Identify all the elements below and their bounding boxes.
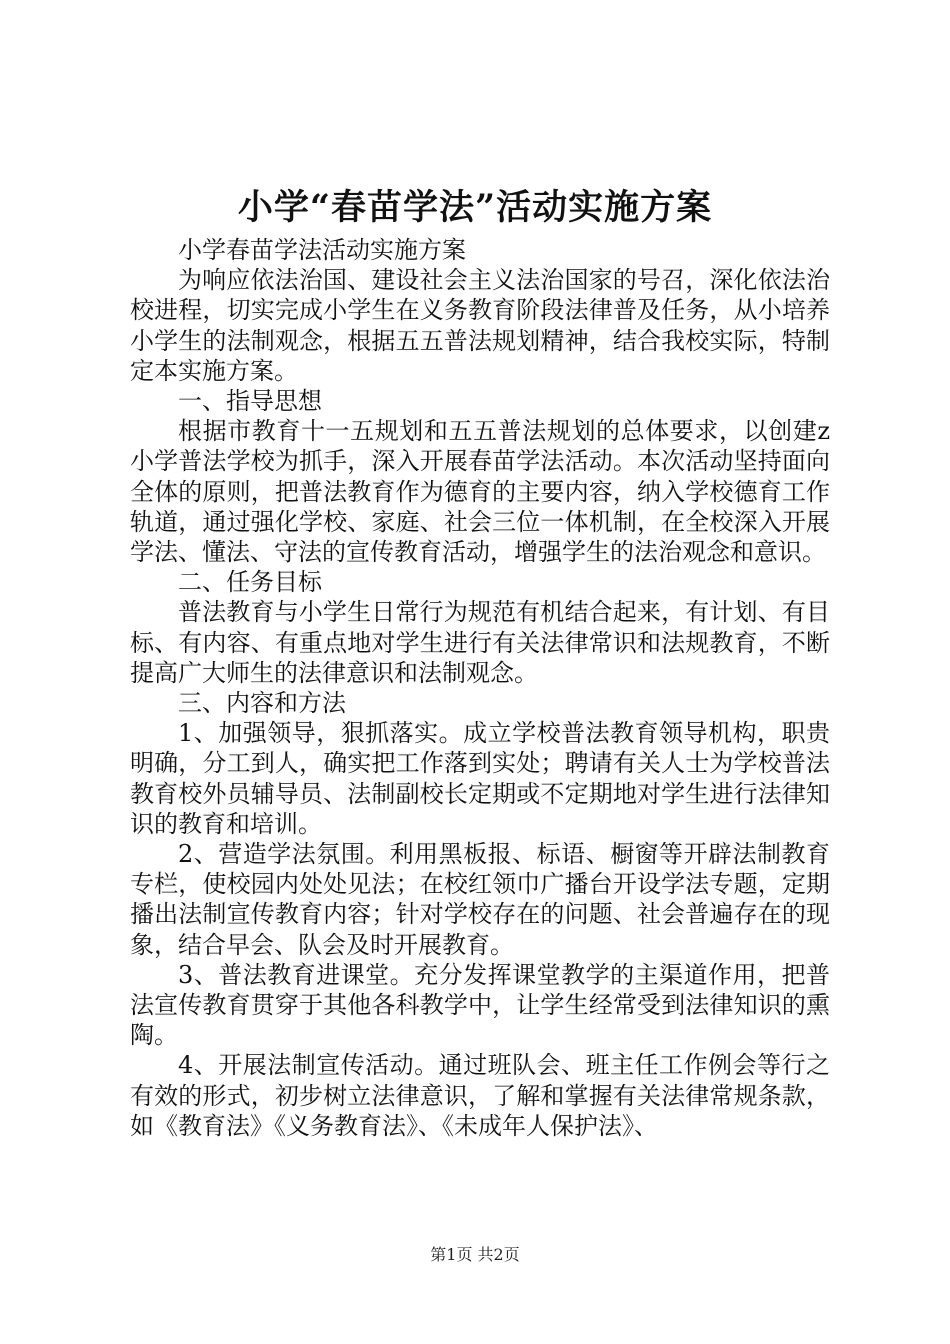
page-number-footer: 第1页 共2页: [430, 1245, 520, 1264]
subtitle-paragraph: 小学春苗学法活动实施方案: [178, 236, 466, 264]
document-title: 小学“春苗学法”活动实施方案: [237, 187, 713, 228]
intro-paragraph: 为响应依法治国、建设社会主义法治国家的号召，深化依法治校进程，切实完成小学生在义务教育阶段法律普及任务，从小培养小学生的法制观念，根据五五普法规划精神，结合我校实际，特制定本实施方案。: [130, 266, 830, 385]
task-goals-paragraph: 普法教育与小学生日常行为规范有机结合起来，有计划、有目标、有内容、有重点地对学生进行有关法律常识和法规教育，不断提高广大师生的法律意识和法制观念。: [130, 598, 830, 687]
section-heading-content-methods: 三、内容和方法: [178, 689, 346, 718]
guiding-thought-paragraph: 根据市教育十一五规划和五五普法规划的总体要求，以创建z小学普法学校为抓手，深入开展春苗学法活动。本次活动坚持面向全体的原则，把普法教育作为德育的主要内容，纳入学校德育工作轨道，通过强化学校、家庭、社会三位一体机制，在全校深入开展学法、懂法、守法的宣传教育活动，增强学生的法治观念和意识。: [130, 417, 830, 567]
method-item-1: 1、加强领导，狠抓落实。成立学校普法教育领导机构，职贵明确，分工到人，确实把工作落到实处；聘请有关人士为学校普法教育校外员辅导员、法制副校长定期或不定期地对学生进行法律知识的教育和培训。: [130, 719, 830, 838]
method-item-4: 4、开展法制宣传活动。通过班队会、班主任工作例会等行之有效的形式，初步树立法律意识，了解和掌握有关法律常规条款，如《教育法》《义务教育法》、《未成年人保护法》、: [130, 1051, 830, 1140]
method-item-3: 3、普法教育进课堂。充分发挥课堂教学的主渠道作用，把普法宣传教育贯穿于其他各科教学中，让学生经常受到法律知识的熏陶。: [130, 960, 830, 1050]
section-heading-task-goals: 二、任务目标: [178, 568, 322, 597]
section-heading-guiding-thought: 一、指导思想: [178, 387, 322, 416]
method-item-2: 2、营造学法氛围。利用黑板报、标语、橱窗等开辟法制教育专栏，使校园内处处见法；在校红领巾广播台开设学法专题，定期播出法制宣传教育内容；针对学校存在的问题、社会普遍存在的现象，结合早会、队会及时开展教育。: [130, 840, 830, 959]
document-body: [130, 235, 830, 1141]
